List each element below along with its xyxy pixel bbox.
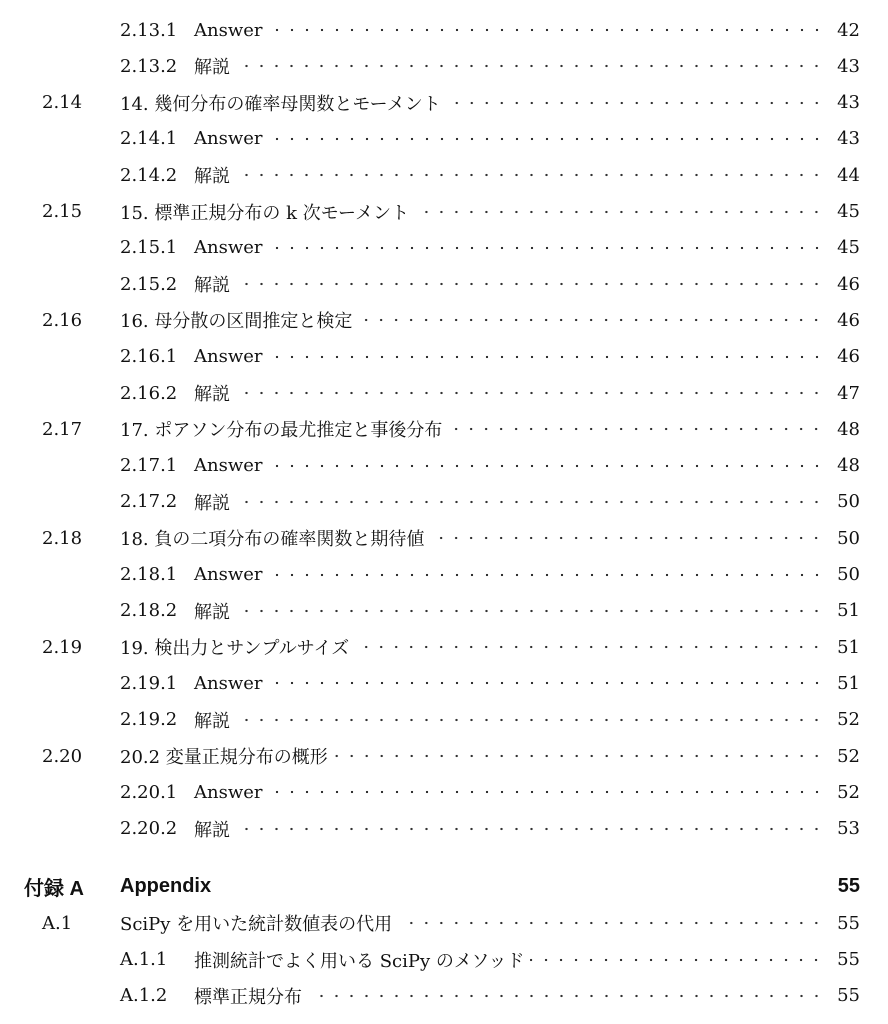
dot-leader xyxy=(269,129,825,149)
toc-entry-title[interactable]: Answer xyxy=(194,346,263,368)
toc-entry-page-number[interactable]: 48 xyxy=(837,455,860,477)
toc-entry-content xyxy=(120,743,860,769)
toc-entry-number: 2.13.1 xyxy=(120,19,178,41)
toc-entry-title[interactable]: 14. 幾何分布の確率母関数とモーメント xyxy=(120,93,441,115)
toc-entry-number: 2.18 xyxy=(42,527,83,549)
toc-subsection-entry[interactable] xyxy=(0,448,888,484)
toc-entry-title[interactable]: SciPy を用いた統計数値表の代用 xyxy=(120,914,393,936)
toc-entry-number: 付録 A xyxy=(24,878,84,901)
toc-entry-number: 2.13.2 xyxy=(120,55,178,77)
toc-entry-title[interactable]: Answer xyxy=(194,781,263,803)
toc-entry-title[interactable]: 解説 xyxy=(194,275,230,297)
toc-entry-content xyxy=(194,564,860,585)
toc-entry-content xyxy=(194,598,860,624)
toc-entry-content xyxy=(194,20,860,41)
toc-entry-number: 2.14 xyxy=(42,92,83,114)
dot-leader xyxy=(269,20,825,40)
toc-entry-content xyxy=(194,673,860,694)
toc-subsection-entry[interactable] xyxy=(0,484,888,520)
toc-entry-number: 2.19.1 xyxy=(120,672,178,694)
toc-entry-content xyxy=(120,875,860,898)
toc-entry-content xyxy=(120,525,860,551)
toc-section-entry[interactable] xyxy=(0,520,888,556)
toc-section-entry[interactable] xyxy=(0,302,888,338)
toc-entry-page-number[interactable]: 48 xyxy=(837,418,860,440)
toc-entry-number: 2.16.1 xyxy=(120,346,178,368)
toc-entry-content xyxy=(194,782,860,803)
dot-leader xyxy=(355,637,824,657)
toc-section-entry[interactable] xyxy=(0,194,888,230)
toc-entry-number: 2.14.2 xyxy=(120,164,178,186)
toc-entry-content xyxy=(194,53,860,79)
toc-entry-title[interactable]: 解説 xyxy=(194,710,230,732)
toc-entry-page-number[interactable]: 46 xyxy=(837,309,860,331)
toc-entry-content xyxy=(194,816,860,842)
toc-subsection-entry[interactable] xyxy=(0,774,888,810)
toc-entry-number: 2.15.1 xyxy=(120,237,178,259)
toc-entry-title[interactable]: 19. 検出力とサンプルサイズ xyxy=(120,638,350,660)
toc-entry-content xyxy=(194,455,860,476)
toc-subsection-entry[interactable] xyxy=(0,157,888,193)
toc-entry-number: 2.20.1 xyxy=(120,781,178,803)
dot-leader xyxy=(236,56,824,76)
toc-entry-content xyxy=(194,271,860,297)
toc-entry-title[interactable]: 16. 母分散の区間推定と検定 xyxy=(120,311,353,333)
toc-subsection-entry[interactable] xyxy=(0,702,888,738)
toc-entry-number: 2.19.2 xyxy=(120,709,178,731)
toc-entry-title[interactable]: Answer xyxy=(194,564,263,585)
toc-entry-page-number[interactable]: 45 xyxy=(837,201,860,222)
dot-leader xyxy=(430,528,824,548)
toc-entry-content xyxy=(120,634,860,660)
toc-entry-number: 2.17.2 xyxy=(120,491,178,513)
dot-leader xyxy=(236,383,824,403)
toc-entry-page-number[interactable]: 55 xyxy=(837,912,860,934)
toc-entry-page-number[interactable]: 52 xyxy=(837,781,860,803)
toc-entry-page-number[interactable]: 42 xyxy=(837,19,860,41)
toc-entry-content xyxy=(120,416,860,442)
toc-entry-content xyxy=(194,128,860,149)
toc-entry-number: A.1 xyxy=(42,912,73,934)
toc-entry-number: 2.16.2 xyxy=(120,382,178,404)
toc-entry-number: A.1.1 xyxy=(120,949,168,970)
toc-entry-title[interactable]: 18. 負の二項分布の確率関数と期待値 xyxy=(120,529,425,551)
toc-entry-number: 2.19 xyxy=(42,636,83,658)
toc-entry-title[interactable]: 20.2 変量正規分布の概形 xyxy=(120,747,328,768)
toc-entry-content xyxy=(194,983,860,1009)
toc-entry-title[interactable]: 17. ポアソン分布の最尤推定と事後分布 xyxy=(120,420,443,442)
toc-entry-content xyxy=(194,380,860,406)
toc-chapter-entry[interactable] xyxy=(0,869,888,905)
toc-entry-page-number[interactable]: 51 xyxy=(837,672,860,694)
toc-entry-page-number[interactable]: 55 xyxy=(837,985,860,1007)
toc-entry-number: 2.18.2 xyxy=(120,600,178,622)
toc-subsection-entry[interactable] xyxy=(0,121,888,157)
toc-entry-page-number[interactable]: 51 xyxy=(837,600,860,622)
toc-entry-content xyxy=(120,910,860,936)
toc-entry-page-number[interactable]: 50 xyxy=(837,491,860,513)
toc-entry-content xyxy=(194,489,860,515)
dot-leader xyxy=(308,986,824,1006)
toc-entry-page-number[interactable]: 50 xyxy=(837,527,860,549)
toc-subsection-entry[interactable] xyxy=(0,665,888,701)
toc-subsection-entry[interactable] xyxy=(0,942,888,978)
toc-entry-page-number[interactable]: 51 xyxy=(837,636,860,658)
dot-leader xyxy=(448,419,824,439)
toc-entry-title[interactable]: 解説 xyxy=(194,492,230,514)
toc-entry-title[interactable]: Appendix xyxy=(120,875,212,898)
toc-entry-page-number[interactable]: 46 xyxy=(837,346,860,368)
dot-leader xyxy=(269,238,825,258)
toc-entry-content xyxy=(120,199,860,225)
dot-leader xyxy=(217,877,824,897)
toc-entry-title[interactable]: 15. 標準正規分布の k 次モーメント xyxy=(120,202,410,224)
toc-entry-title[interactable]: Answer xyxy=(194,19,263,41)
toc-entry-page-number[interactable]: 55 xyxy=(837,875,860,898)
toc-entry-number: 2.14.1 xyxy=(120,128,178,150)
toc-entry-page-number[interactable]: 55 xyxy=(837,949,860,970)
dot-leader xyxy=(236,165,824,185)
toc-entry-page-number[interactable]: 43 xyxy=(837,55,860,77)
toc-entry-content xyxy=(194,237,860,258)
toc-entry-title[interactable]: 解説 xyxy=(194,57,230,79)
dot-leader xyxy=(269,456,825,476)
toc-entry-number: 2.15 xyxy=(42,201,83,222)
dot-leader xyxy=(358,310,824,330)
toc-section-entry[interactable] xyxy=(0,905,888,941)
toc-entry-number: A.1.2 xyxy=(120,985,168,1007)
toc-subsection-entry[interactable] xyxy=(0,48,888,84)
toc-entry-number: 2.20.2 xyxy=(120,818,178,840)
toc-entry-title[interactable]: 標準正規分布 xyxy=(194,986,302,1008)
toc-entry-number: 2.16 xyxy=(42,309,83,331)
dot-leader xyxy=(530,950,824,970)
toc-entry-number: 2.15.2 xyxy=(120,273,178,295)
toc-entry-title[interactable]: Answer xyxy=(194,237,263,259)
toc-entry-title[interactable]: 解説 xyxy=(194,166,230,188)
toc-entry-page-number[interactable]: 43 xyxy=(837,128,860,150)
dot-leader xyxy=(415,202,824,222)
toc-entry-page-number[interactable]: 46 xyxy=(837,273,860,295)
dot-leader xyxy=(447,93,824,113)
dot-leader xyxy=(269,673,825,693)
toc-entry-title[interactable]: 解説 xyxy=(194,601,230,623)
toc-subsection-entry[interactable] xyxy=(0,266,888,302)
toc-entry-content xyxy=(194,346,860,367)
toc-entry-number: 2.17 xyxy=(42,418,83,440)
dot-leader xyxy=(398,913,824,933)
toc-entry-number: 2.18.1 xyxy=(120,564,178,585)
toc-entry-title[interactable]: 推測統計でよく用いる SciPy のメソッド xyxy=(194,950,525,972)
toc-subsection-entry[interactable] xyxy=(0,339,888,375)
toc-entry-content xyxy=(120,307,860,333)
toc-entry-title[interactable]: 解説 xyxy=(194,819,230,841)
dot-leader xyxy=(236,492,824,512)
toc-entry-page-number[interactable]: 47 xyxy=(837,382,860,404)
toc-entry-title[interactable]: Answer xyxy=(194,455,263,477)
toc-entry-title[interactable]: Answer xyxy=(194,672,263,694)
toc-subsection-entry[interactable] xyxy=(0,557,888,593)
toc-subsection-entry[interactable] xyxy=(0,978,888,1014)
toc-entry-number: 2.20 xyxy=(42,745,83,767)
toc-entry-page-number[interactable]: 45 xyxy=(837,237,860,259)
dot-leader xyxy=(269,347,825,367)
toc-section-entry[interactable] xyxy=(0,738,888,774)
toc-entry-page-number[interactable]: 52 xyxy=(837,709,860,731)
toc-subsection-entry[interactable] xyxy=(0,12,888,48)
toc-entry-page-number[interactable]: 53 xyxy=(837,818,860,840)
toc-entry-number: 2.17.1 xyxy=(120,455,178,477)
toc-section-entry[interactable] xyxy=(0,411,888,447)
dot-leader xyxy=(236,710,824,730)
toc-entry-title[interactable]: Answer xyxy=(194,128,263,150)
toc-entry-title[interactable]: 解説 xyxy=(194,384,230,405)
toc-entry-content xyxy=(194,947,860,973)
toc-entry-content xyxy=(194,162,860,188)
toc-entry-content xyxy=(120,90,860,116)
toc-subsection-entry[interactable] xyxy=(0,375,888,411)
dot-leader xyxy=(236,819,824,839)
toc-entry-content xyxy=(194,707,860,733)
toc-subsection-entry[interactable] xyxy=(0,593,888,629)
toc-subsection-entry[interactable] xyxy=(0,230,888,266)
toc-subsection-entry[interactable] xyxy=(0,811,888,847)
toc-section-entry[interactable] xyxy=(0,85,888,121)
dot-leader xyxy=(334,746,824,766)
dot-leader xyxy=(269,782,825,802)
dot-leader xyxy=(236,274,824,294)
dot-leader xyxy=(236,601,824,621)
toc-section-entry[interactable] xyxy=(0,629,888,665)
toc-entry-page-number[interactable]: 43 xyxy=(837,92,860,114)
toc-entry-page-number[interactable]: 50 xyxy=(837,564,860,585)
toc-entry-page-number[interactable]: 52 xyxy=(837,745,860,767)
toc-entry-page-number[interactable]: 44 xyxy=(837,164,860,186)
dot-leader xyxy=(269,565,825,585)
